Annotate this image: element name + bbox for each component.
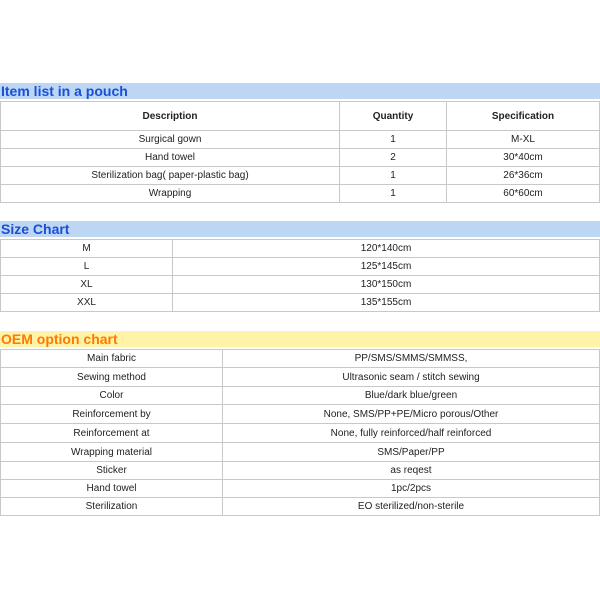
option-name: Hand towel [1, 480, 223, 498]
pouch-section-title: Item list in a pouch [0, 83, 600, 99]
size-table [0, 239, 600, 312]
table-row [1, 149, 600, 167]
item-quantity: 2 [340, 149, 447, 167]
table-row [1, 294, 600, 312]
table-row [1, 405, 600, 424]
option-value: EO sterilized/non-sterile [223, 498, 600, 516]
table-row [1, 240, 600, 258]
table-row [1, 443, 600, 462]
size-value: 120*140cm [173, 240, 600, 258]
table-row [1, 276, 600, 294]
size-label: XXL [1, 294, 173, 312]
option-name: Reinforcement at [1, 424, 223, 443]
item-description: Sterilization bag( paper-plastic bag) [1, 167, 340, 185]
item-specification: M-XL [447, 131, 600, 149]
column-header-specification: Specification [447, 102, 600, 131]
oem-section-title: OEM option chart [0, 331, 600, 347]
size-value: 130*150cm [173, 276, 600, 294]
item-description: Hand towel [1, 149, 340, 167]
option-name: Sewing method [1, 368, 223, 387]
size-label: M [1, 240, 173, 258]
item-specification: 60*60cm [447, 185, 600, 203]
pouch-header-row [1, 102, 600, 131]
table-row [1, 462, 600, 480]
option-name: Reinforcement by [1, 405, 223, 424]
option-name: Color [1, 387, 223, 405]
table-row [1, 167, 600, 185]
item-quantity: 1 [340, 131, 447, 149]
option-value: as reqest [223, 462, 600, 480]
size-section-title: Size Chart [0, 221, 600, 237]
item-quantity: 1 [340, 167, 447, 185]
size-label: XL [1, 276, 173, 294]
item-quantity: 1 [340, 185, 447, 203]
table-row [1, 131, 600, 149]
table-row [1, 350, 600, 368]
option-value: SMS/Paper/PP [223, 443, 600, 462]
table-row [1, 480, 600, 498]
table-row [1, 387, 600, 405]
item-description: Wrapping [1, 185, 340, 203]
table-row [1, 258, 600, 276]
size-value: 125*145cm [173, 258, 600, 276]
option-value: PP/SMS/SMMS/SMMSS, [223, 350, 600, 368]
option-name: Main fabric [1, 350, 223, 368]
item-specification: 26*36cm [447, 167, 600, 185]
item-specification: 30*40cm [447, 149, 600, 167]
oem-table [0, 349, 600, 516]
option-value: None, fully reinforced/half reinforced [223, 424, 600, 443]
column-header-quantity: Quantity [340, 102, 447, 131]
option-value: Blue/dark blue/green [223, 387, 600, 405]
option-value: 1pc/2pcs [223, 480, 600, 498]
table-row [1, 368, 600, 387]
item-description: Surgical gown [1, 131, 340, 149]
table-row [1, 424, 600, 443]
table-row [1, 498, 600, 516]
option-value: Ultrasonic seam / stitch sewing [223, 368, 600, 387]
option-name: Sterilization [1, 498, 223, 516]
option-value: None, SMS/PP+PE/Micro porous/Other [223, 405, 600, 424]
option-name: Wrapping material [1, 443, 223, 462]
table-row [1, 185, 600, 203]
pouch-table [0, 101, 600, 203]
column-header-description: Description [1, 102, 340, 131]
size-value: 135*155cm [173, 294, 600, 312]
option-name: Sticker [1, 462, 223, 480]
size-label: L [1, 258, 173, 276]
